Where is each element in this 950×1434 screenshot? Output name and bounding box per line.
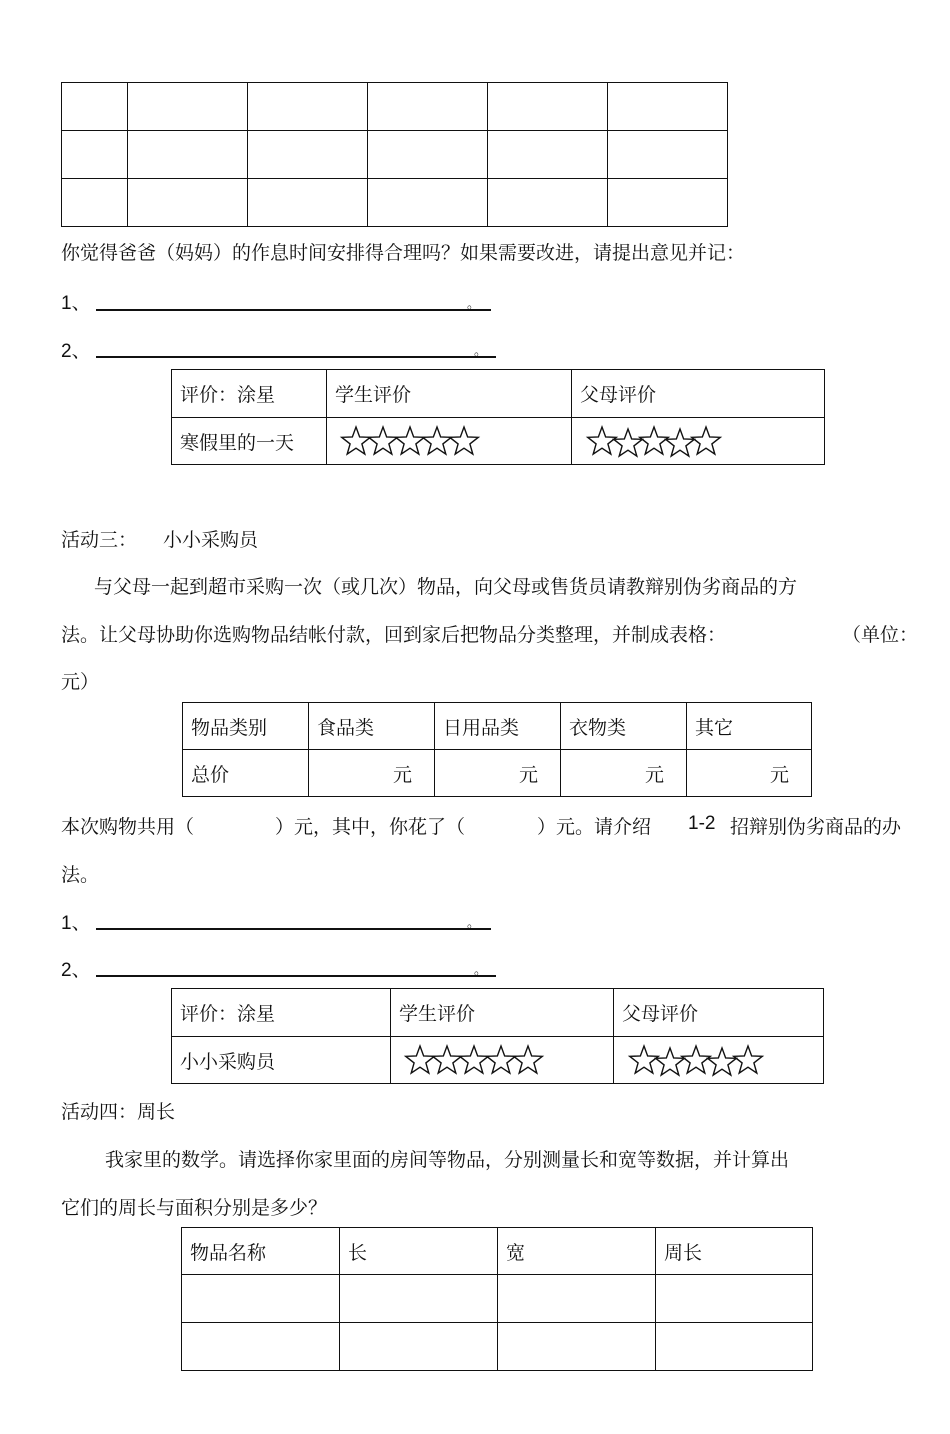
table-cell[interactable]: [656, 1275, 813, 1323]
line-number: 1、: [61, 913, 91, 934]
table-cell[interactable]: [340, 1323, 498, 1371]
summary-number: 1-2: [688, 813, 716, 834]
table-cell[interactable]: [498, 1323, 656, 1371]
eval-header-cell: 评价：涂星: [172, 989, 391, 1037]
evaluation-table-1: [171, 369, 825, 465]
table-cell[interactable]: [340, 1275, 498, 1323]
star-icon[interactable]: [487, 1046, 516, 1073]
answer-line-3[interactable]: [96, 928, 491, 930]
answer-line-4[interactable]: [96, 975, 496, 977]
total-cell[interactable]: 元: [309, 750, 435, 797]
star-icon[interactable]: [630, 1046, 659, 1073]
eval-row-label: 寒假里的一天: [172, 418, 327, 465]
paragraph-line: 与父母一起到超市采购一次（或几次）物品，向父母或售货员请教辩别伪劣商品的方: [94, 576, 798, 598]
category-header: 其它: [687, 703, 812, 750]
table-cell[interactable]: [368, 179, 488, 227]
star-rating-svg: [585, 423, 723, 459]
table-cell[interactable]: [608, 83, 728, 131]
summary-part: 招辩别伪劣商品的办: [730, 816, 902, 838]
star-icon[interactable]: [369, 427, 398, 454]
paragraph-line: 我家里的数学。请选择你家里面的房间等物品，分别测量长和宽等数据，并计算出: [105, 1149, 790, 1171]
question-text: 你觉得爸爸（妈妈）的作息时间安排得合理吗？如果需要改进，请提出意见并记：: [61, 242, 746, 264]
category-header: 物品类别: [183, 703, 309, 750]
period-mark: 。: [467, 297, 481, 312]
perimeter-table: [181, 1227, 813, 1371]
activity-four-heading: 活动四：周长: [61, 1101, 176, 1123]
paragraph-line: 它们的周长与面积分别是多少？: [61, 1197, 328, 1219]
star-rating-svg: [403, 1042, 545, 1078]
summary-part: ）元，其中，你花了（: [275, 816, 466, 838]
total-cell[interactable]: 元: [435, 750, 561, 797]
category-header: 日用品类: [435, 703, 561, 750]
table-cell[interactable]: [128, 83, 248, 131]
eval-header-cell: 学生评价: [391, 989, 614, 1037]
paragraph-line: 法。让父母协助你选购物品结帐付款，回到家后把物品分类整理，并制成表格：: [61, 624, 727, 646]
table-cell[interactable]: [608, 179, 728, 227]
star-icon[interactable]: [460, 1046, 489, 1073]
student-star-rating[interactable]: [403, 1042, 545, 1078]
activity-three-heading: 活动三：: [61, 529, 138, 551]
category-header: 衣物类: [561, 703, 687, 750]
table-cell[interactable]: [182, 1323, 340, 1371]
table-cell[interactable]: [368, 83, 488, 131]
star-icon[interactable]: [450, 427, 479, 454]
table-cell[interactable]: [62, 131, 128, 179]
star-icon[interactable]: [692, 427, 721, 454]
table-cell[interactable]: [488, 131, 608, 179]
star-icon[interactable]: [423, 427, 452, 454]
table-cell[interactable]: [488, 179, 608, 227]
table-cell[interactable]: [248, 179, 368, 227]
table-cell[interactable]: [62, 83, 128, 131]
line-number: 1、: [61, 293, 91, 314]
table-cell[interactable]: [488, 83, 608, 131]
total-label: 总价: [183, 750, 309, 797]
evaluation-table-2: [171, 988, 824, 1084]
answer-line-1[interactable]: [96, 309, 491, 311]
table-cell[interactable]: [128, 131, 248, 179]
star-icon[interactable]: [708, 1048, 737, 1075]
unit-label-cont: 元）: [61, 671, 100, 693]
table-cell[interactable]: [608, 131, 728, 179]
shopping-table: [182, 702, 812, 797]
column-header: 长: [340, 1228, 498, 1275]
table-cell[interactable]: [368, 131, 488, 179]
table-cell[interactable]: [248, 83, 368, 131]
star-icon[interactable]: [734, 1046, 763, 1073]
star-icon[interactable]: [396, 427, 425, 454]
table-cell[interactable]: [656, 1323, 813, 1371]
student-eval-cell[interactable]: [391, 1037, 614, 1084]
column-header: 周长: [656, 1228, 813, 1275]
student-star-rating[interactable]: [339, 423, 481, 459]
star-icon[interactable]: [588, 427, 617, 454]
table-cell[interactable]: [62, 179, 128, 227]
line-number: 2、: [61, 960, 91, 981]
eval-header-cell: 评价：涂星: [172, 370, 327, 418]
period-mark: 。: [474, 963, 488, 978]
star-icon[interactable]: [682, 1046, 711, 1073]
eval-header-cell: 父母评价: [572, 370, 825, 418]
table-cell[interactable]: [128, 179, 248, 227]
eval-row-label: 小小采购员: [172, 1037, 391, 1084]
total-cell[interactable]: 元: [687, 750, 812, 797]
star-icon[interactable]: [656, 1048, 685, 1075]
student-eval-cell[interactable]: [327, 418, 572, 465]
table-cell[interactable]: [182, 1275, 340, 1323]
star-icon[interactable]: [640, 427, 669, 454]
category-header: 食品类: [309, 703, 435, 750]
star-rating-svg: [627, 1042, 765, 1078]
parent-star-rating[interactable]: [585, 423, 723, 459]
summary-part: 本次购物共用（: [61, 816, 195, 838]
column-header: 宽: [498, 1228, 656, 1275]
star-icon[interactable]: [614, 429, 643, 456]
star-icon[interactable]: [342, 427, 371, 454]
summary-part: 法。: [61, 864, 100, 886]
line-number: 2、: [61, 341, 91, 362]
star-icon[interactable]: [514, 1046, 543, 1073]
eval-header-cell: 父母评价: [614, 989, 824, 1037]
star-icon[interactable]: [406, 1046, 435, 1073]
table-cell[interactable]: [498, 1275, 656, 1323]
summary-part: ）元。请介绍: [537, 816, 652, 838]
star-icon[interactable]: [433, 1046, 462, 1073]
answer-line-2[interactable]: [96, 356, 496, 358]
star-icon[interactable]: [666, 429, 695, 456]
table-cell[interactable]: [248, 131, 368, 179]
parent-eval-cell[interactable]: [614, 1037, 824, 1084]
parent-star-rating[interactable]: [627, 1042, 765, 1078]
unit-label: （单位：: [842, 624, 919, 646]
period-mark: 。: [474, 344, 488, 359]
star-rating-svg: [339, 423, 481, 459]
eval-header-cell: 学生评价: [327, 370, 572, 418]
schedule-table: [61, 82, 728, 227]
total-cell[interactable]: 元: [561, 750, 687, 797]
activity-three-title: 小小采购员: [163, 529, 259, 551]
parent-eval-cell[interactable]: [572, 418, 825, 465]
period-mark: 。: [467, 916, 481, 931]
column-header: 物品名称: [182, 1228, 340, 1275]
